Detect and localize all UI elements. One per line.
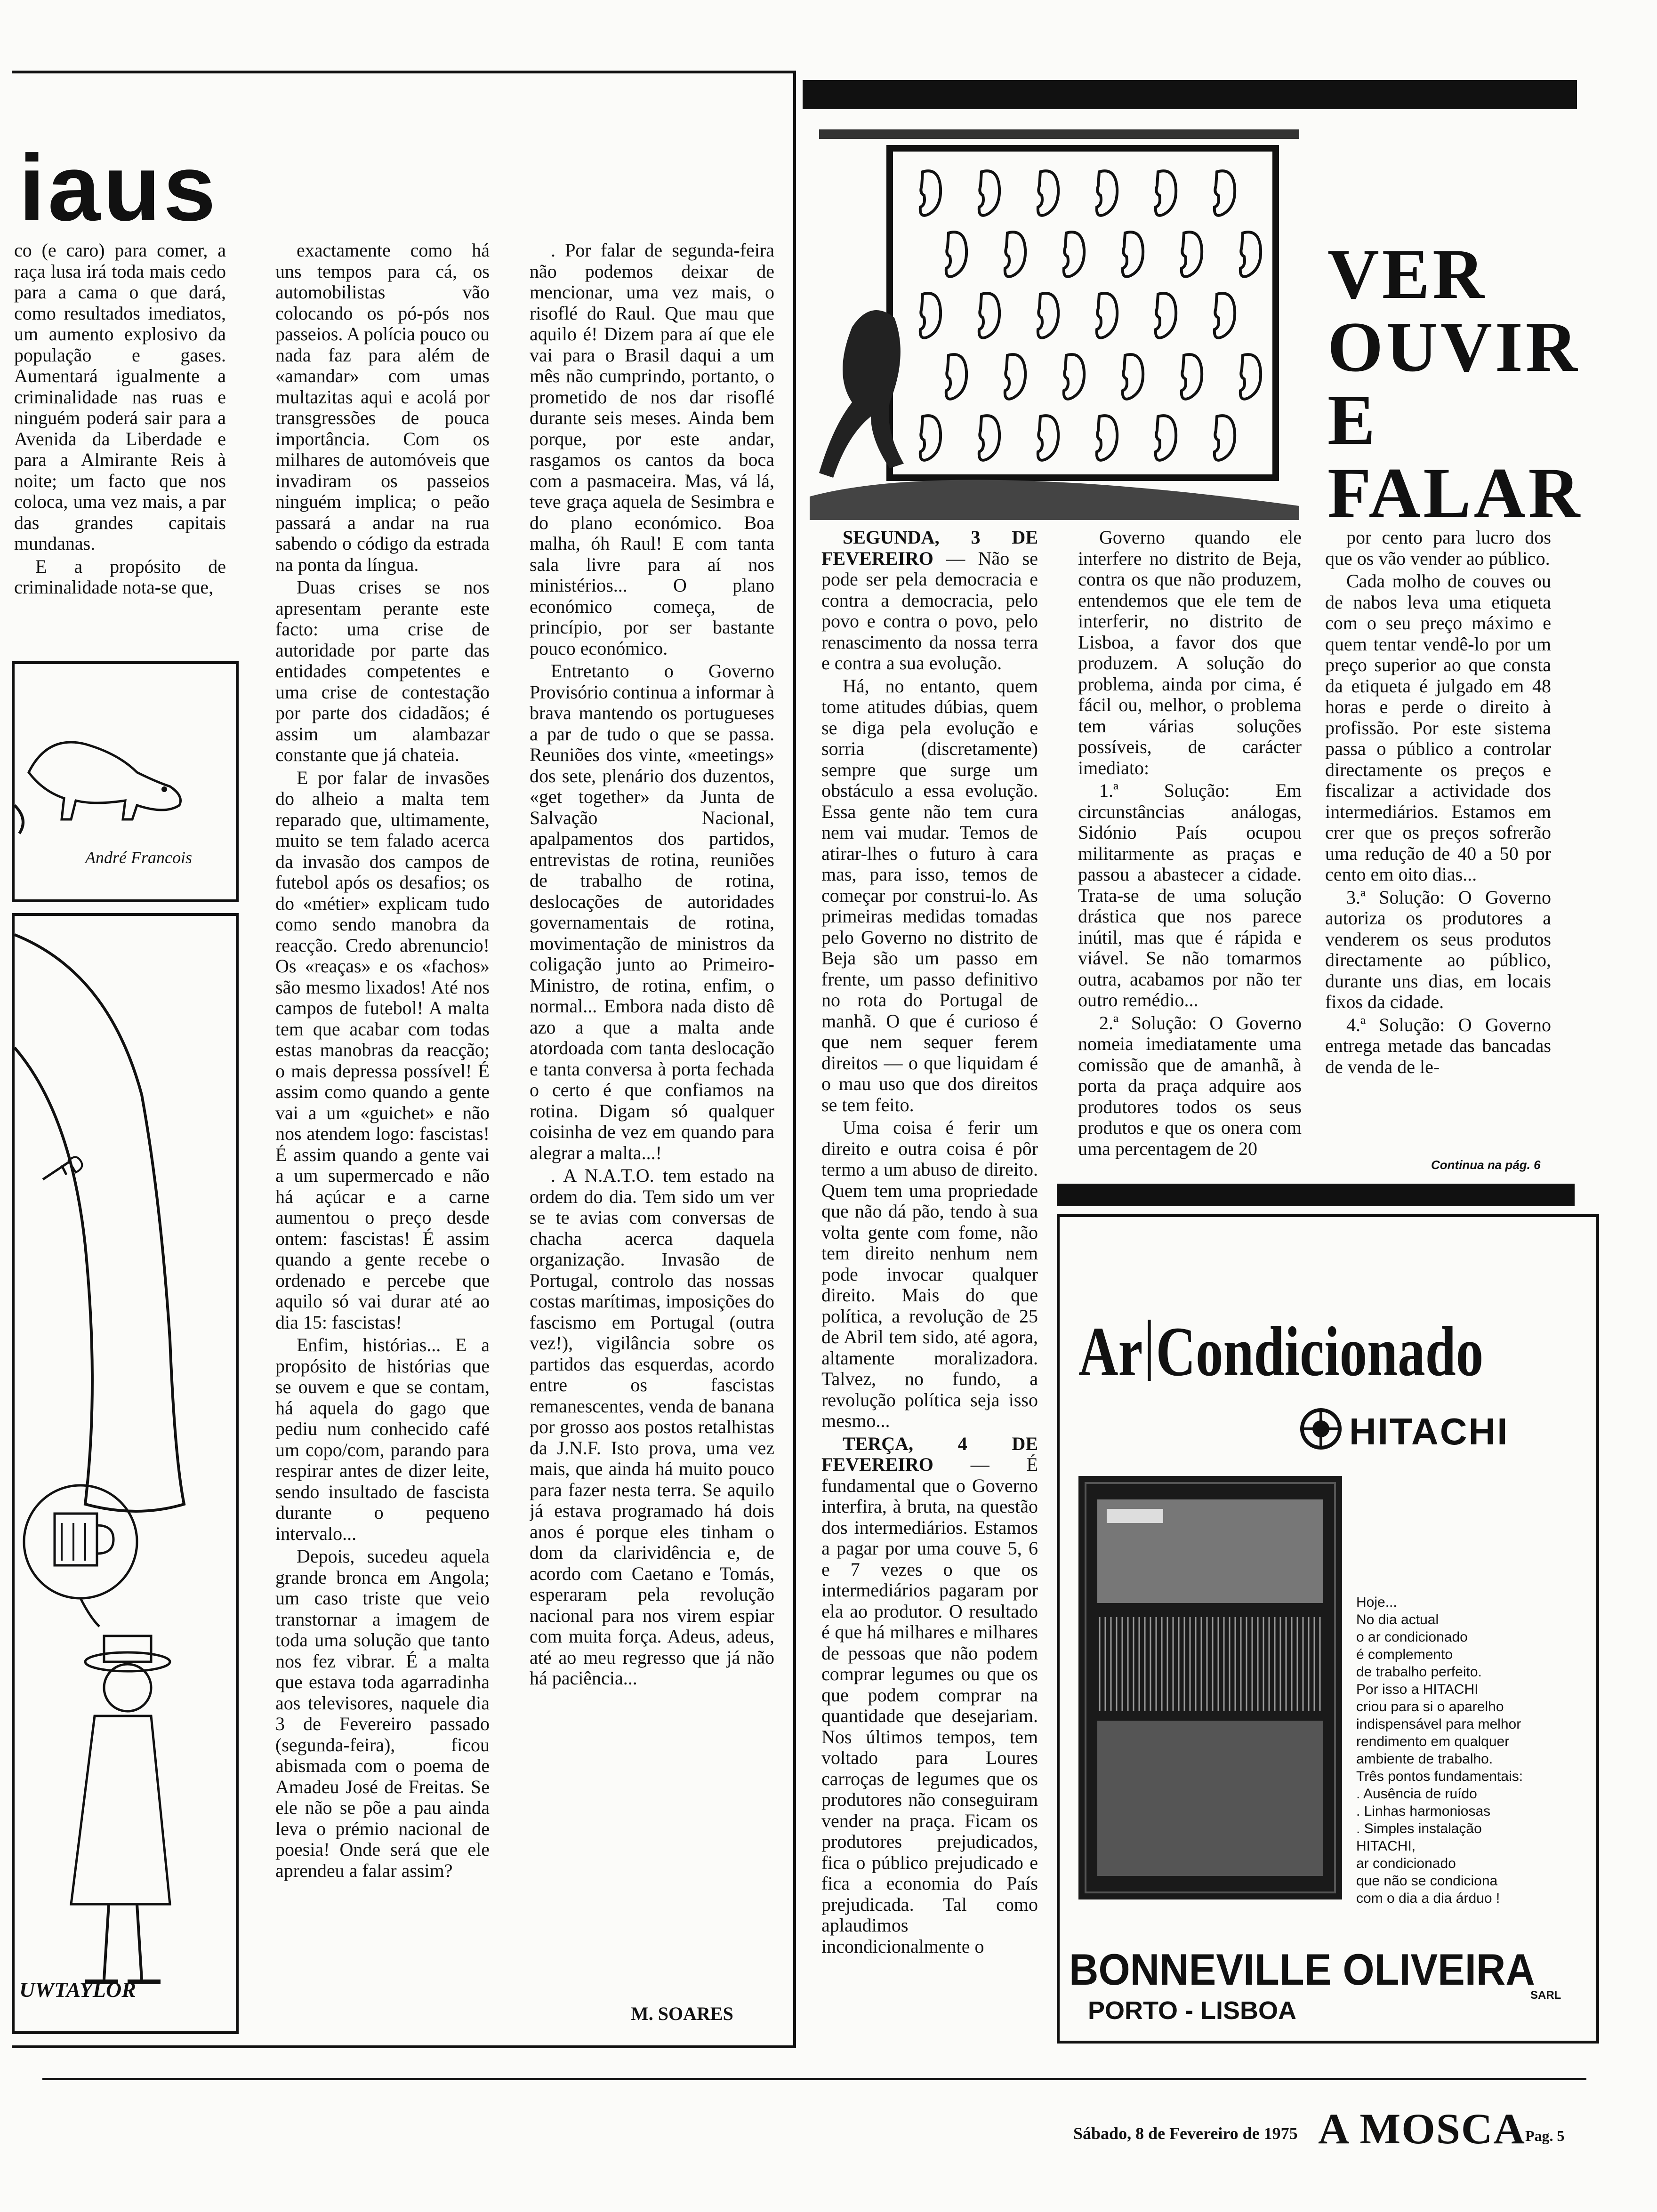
cartoon-dog-box [12,661,239,902]
paragraph: 4.ª Solução: O Governo entrega metade das bancadas de venda de le- [1325,1014,1551,1077]
paragraph-text: Há, no entanto, quem tome atitudes dúbias, quem se diga pela evolução e sorria (discretamente) sempre que surge um obstáculo a essa evolução. Essa gente não tem cura nem vai mudar. Temos de atirar-lhes o futuro à cara mas, para isso, temos de começar por construi-lo. As primeiras medidas tomadas pelo Governo no distrito de Beja são um passo em frente, um passo definitivo no rota do Portugal de manhã. O que é curioso é que nem sequer ferem direitos — o que liquidam é o mau uso que dos direitos se tem feito. [821,675,1038,1115]
paragraph: . A N.A.T.O. tem estado na ordem do dia. Tem sido um ver se te avias com conversas de chacha acerca daquela organização. Invasão de Portugal, controlo das nossas costas marítimas, imposições do fascismo em Portugal (outra vez!), vigilância sobre os partidos das esquerdas, acordo entre os fascistas remanescentes, venda de banana por grosso aos postos retalhistas da J.N.F. Isto prova, uma vez mais, que ainda há muito pouco para fazer nesta terra. Se aquilo já estava programado há dois anos é porque eles tinham o dom da clarividência e, de acordo com Caetano e Tomás, esperaram pela revolução nacional para nos virem espiar com muita força. Adeus, adeus, até ao meu regresso que já não há paciência... [530,1165,774,1689]
hitachi-logo [1300,1405,1544,1457]
ad-copy-line: ar condicionado [1356,1856,1456,1871]
day-heading: TERÇA, 4 DE FEVEREIRO [821,1433,1038,1475]
air-conditioner-image [1078,1476,1342,1899]
headline-line-1: VER [1327,234,1487,313]
ad-top-bar [1057,1184,1575,1206]
paragraph: Entretanto o Governo Provisório continua a informar à brava mantendo os portugueses a par de tudo o que se passa. Reuniões dos vinte, «meetings» dos sete, plenário dos duzentos, «get together» da Junta de Salvação Nacional, apalpamentos dos partidos, entrevistas de rotina, reuniões de trabalho de rotina, deslocações de autoridades governamentais de rotina, movimentação de ministros da coligação junto ao Primeiro-Ministro, de rotina, enfim, o normal... Embora nada disto dê azo a que a malta ande atordoada com tanta deslocação e tanta conversa à porta fechada o certo é que confiamos na rotina. Digam só qualquer coisinha de vez em quando para alegrar a malta...! [530,660,774,1163]
ad-copy-line: criou para si o aparelho [1356,1699,1504,1715]
ear-drawing [1097,416,1117,460]
ear-drawing [1038,416,1058,460]
ear-drawing [946,232,966,277]
cartoon-man-box [12,913,239,2034]
cartoon-signature-1: André Francois [85,848,192,867]
ear-drawing [920,293,941,338]
ear-drawing [1097,293,1117,338]
paragraph: 2.ª Solução: O Governo nomeia imediatamente uma comissão que de amanhã, à porta da praça adquire aos produtores todos os seus produtos e que os onera com uma percentagem de 20 [1078,1012,1302,1159]
left-column-2 [275,240,490,2028]
headline-line-3: E [1327,380,1378,459]
ear-drawing [1123,232,1143,277]
ad-copy-line: . Simples instalação [1356,1821,1482,1836]
ad-headline-right: Condicionado [1156,1313,1484,1391]
ear-drawing [1182,354,1202,399]
paragraph-text: Não se pode ser pela democracia e contra a democracia, pelo povo e contra o povo, pelo renascimento da nossa terra e contra a sua evolução. [821,547,1038,673]
ear-drawing [920,171,941,216]
ear-drawing [1182,232,1202,277]
ear-drawing [1005,232,1025,277]
ad-copy-line: . Linhas harmoniosas [1356,1803,1491,1819]
ear-drawing [1215,416,1235,460]
ear-drawing [1240,232,1261,277]
paragraph: Cada molho de couves ou de nabos leva uma etiqueta com o seu preço máximo e quem tentar vendê-lo por um preço superior ao que consta da etiqueta é julgado em 48 horas e perde o direito à profissão. Por este sistema passa o público a controlar directamente os preços e fiscalizar a actividade dos intermediários. Estamos em crer que os preços sofrerão uma redução de 40 a 50 por cento em oito dias... [1325,570,1551,885]
ear-drawing [979,293,999,338]
headline-line-4: FALAR [1327,453,1583,532]
top-black-bar [803,80,1577,109]
paragraph: co (e caro) para comer, a raça lusa irá toda mais cedo para a cama o que dará, como resultados imediatos, um aumento explosivo da população e gases. Aumentará igualmente a criminalidade nas ruas e ninguém poderá sair para a Avenida da Liberdade e para a Almirante Reis à noite; um facto que nos coloca, uma vez mais, a par das grandes capitais mundanas. [14,240,226,554]
ad-copy-line: Hoje... [1356,1595,1397,1610]
paragraph: SEGUNDA, 3 DE FEVEREIRO — Não se pode ser pela democracia e contra a democracia, pelo povo e contra o povo, pelo renascimento da nossa terra e contra a sua evolução. [821,527,1038,673]
ad-copy-line: HITACHI, [1356,1838,1416,1854]
ad-copy-line: indispensável para melhor [1356,1716,1521,1732]
ad-copy-line: . Ausência de ruído [1356,1786,1477,1802]
ear-drawing [1215,171,1235,216]
left-column-3 [530,240,774,1981]
man-tree-cartoon-icon [15,916,236,2031]
ad-copy-line: que não se condiciona [1356,1873,1498,1889]
paragraph [821,1117,1038,1432]
article-title-fragment: iaus [19,136,219,240]
ear-drawing [1038,293,1058,338]
ad-copy-line: de trabalho perfeito. [1356,1664,1482,1680]
ad-copy-line: Três pontos fundamentais: [1356,1769,1523,1784]
ad-brand: HITACHI [1349,1411,1509,1452]
ad-dealer: BONNEVILLE OLIVEIRA [1069,1945,1535,1994]
ear-drawing [1064,232,1084,277]
ears-engraving [810,129,1299,520]
ear-drawing [1123,354,1143,399]
ear-drawing [920,416,941,460]
ear-drawing [1156,171,1176,216]
ad-copy-line: é complemento [1356,1647,1453,1662]
right-column-3 [1325,527,1551,1153]
paragraph: 3.ª Solução: O Governo autoriza os produtores a venderem os seus produtos directamente ao público, durante uns dias, em locais fixos da cidade. [1325,886,1551,1012]
paragraph: . Por falar de segunda-feira não podemos deixar de mencionar, uma vez mais, o risoflé do Raul. Que mau que aquilo é! Dizem para aí que ele vai para o Brasil daqui a um mês não cumprindo, portanto, o prometido de nos dar risoflé durante seis meses. Ainda bem porque, por este andar, rasgamos os cantos da boca com a pasmaceira. Mas, vá lá, teve graça aquela de Sesimbra e do plano económico. Boa malha, óh Raul! E com tanta sala livre para aí nos ministérios... O plano económico começa, de princípio, por ser bastante pouco económico. [530,240,774,659]
continued-note: Continua na pág. 6 [1431,1158,1541,1172]
paragraph [821,676,1038,1116]
headline-ver-ouvir-falar [1327,234,1591,532]
ad-headline-left: Ar [1078,1313,1143,1391]
footer-rule [42,2078,1586,2080]
ad-copy-line: rendimento em qualquer [1356,1734,1510,1749]
ear-drawing [979,171,999,216]
ear-drawing [1005,354,1025,399]
footer-masthead: A MOSCA [1318,2105,1526,2153]
ad-copy-line: ambiente de trabalho. [1356,1751,1493,1767]
ad-copy-line: No dia actual [1356,1612,1439,1627]
ad-copy-line: com o dia a dia árduo ! [1356,1891,1500,1906]
hitachi-emblem-icon [1300,1408,1342,1450]
left-column-1 [14,240,226,631]
ear-drawing [1240,354,1261,399]
ad-copy-line: o ar condicionado [1356,1629,1468,1645]
paragraph-text: É fundamental que o Governo interfira, à bruta, na questão dos intermediários. Estamos a pagar por uma couve 5, 6 e 7 vezes o que os intermediários pagaram por ela ao produtor. O resultado é que há milhares e milhares de pessoas que não podem comprar legumes ou que os que podem comprar na quantidade que desejariam. Nos últimos tempos, tem voltado para Loures carroças de legumes que os produtores não conseguiram vender na praça. Ficam os produtores prejudicados, fica o público prejudicado e fica a economia do País prejudicada. Tal como aplaudimos incondicionalmente o [821,1454,1038,1957]
footer-page-number: Pag. 5 [1525,2127,1565,2144]
paragraph: Enfim, histórias... E a propósito de histórias que se ouvem e que se contam, há aquela do gago que pediu num conhecido café um copo/com, parando para respirar antes de dizer leite, sendo insultado de fascista durante o pequeno intervalo... [275,1334,490,1544]
hitachi-advertisement [1057,1214,1599,2044]
right-column-2 [1078,527,1302,1172]
cartoon-signature-2: UWTAYLOR [19,1978,136,2002]
paragraph-text: Uma coisa é ferir um direito e outra coisa é pôr termo a um abuso de direito. Quem tem uma propriedade que não dá pão, tendo à sua volta gente com fome, não tem direito nenhum nem pode invocar qualquer direito. Mais do que política, a revolução de 25 de Abril tem sido, até agora, altamente moralizadora. Talvez, no fundo, a revolução política seja isso mesmo... [821,1117,1038,1431]
ear-drawing [979,416,999,460]
ad-cities: PORTO - LISBOA [1088,1996,1297,2025]
ear-drawing [1038,171,1058,216]
ear-drawing [1215,293,1235,338]
paragraph: exactamente como há uns tempos para cá, os automobilistas vão colocando os pó-pós nos passeios. A polícia pouco ou nada faz para além de «amandar» com umas multazitas aqui e acolá por transgressões de pouca importância. Com os milhares de automóveis que invadiram os passeios ninguém implica; o peão passará a andar na rua sabendo o código da estrada na ponta da língua. [275,240,490,575]
ear-drawing [1097,171,1117,216]
ad-copy-line: Por isso a HITACHI [1356,1682,1479,1697]
right-column-1 [821,527,1038,2040]
headline-line-2: OUVIR [1327,307,1580,386]
ears-wall-illustration-icon [810,129,1299,520]
air-conditioner-icon [1078,1476,1342,1899]
ear-drawing [1156,416,1176,460]
footer-date: Sábado, 8 de Fevereiro de 1975 [1073,2124,1298,2143]
paragraph: Governo quando ele interfere no distrito de Beja, contra os que não produzem, entendemos que ele tem de interferir, no distrito de Lisboa, a favor dos que produzem. A solução do problema, ainda por cima, é fácil ou, melhor, o problema tem várias soluções possíveis, de carácter imediato: [1078,527,1302,778]
day-heading: SEGUNDA, 3 DE FEVEREIRO [821,527,1038,569]
ad-dealer-suffix: SARL [1530,1989,1561,2002]
paragraph: Duas crises se nos apresentam perante este facto: uma crise de autoridade por parte das entidades competentes e uma crise de contestação por parte dos cidadãos; é assim um alambazar constante que já chateia. [275,577,490,765]
paragraph: E a propósito de criminalidade nota-se que, [14,555,226,598]
paragraph: TERÇA, 4 DE FEVEREIRO — É fundamental que o Governo interfira, à bruta, na questão dos intermediários. Estamos a pagar por uma couve 5, 6 e 7 vezes o que os intermediários pagaram por ela ao produtor. O resultado é que há milhares e milhares de pessoas que não podem comprar legumes ou que os que podem comprar na quantidade que desejariam. Nos últimos tempos, tem voltado para Loures carroças de legumes que os produtores não conseguiram vender na praça. Ficam os produtores prejudicados, fica o público prejudicado e fica a economia do País prejudicada. Tal como aplaudimos incondicionalmente o [821,1433,1038,1957]
paragraph: por cento para lucro dos que os vão vender ao público. [1325,527,1551,569]
ad-headline [1078,1311,1483,1392]
ear-drawing [1156,293,1176,338]
paragraph: 1.ª Solução: Em circunstâncias análogas, Sidónio País ocupou militarmente as praças e passou a abastecer a cidade. Trata-se de uma solução drástica que nos parece inútil, mas que é rápida e viável. Se não tomarmos outra, acabamos por não ter outro remédio... [1078,780,1302,1010]
paragraph: Depois, sucedeu aquela grande bronca em Angola; um caso triste que veio transtornar a imagem de toda uma solução que tanto nos fez vibrar. É a malta que estava toda agarradinha aos televisores, naquele dia 3 de Fevereiro passado (segunda-feira), ficou abismada com o poema de Amadeu José de Freitas. Se ele não se põe a pau ainda leva o prémio nacional de poesia! Onde será que ele aprendeu a falar assim? [275,1546,490,1881]
ad-copy [1356,1594,1582,1907]
ear-drawing [946,354,966,399]
paragraph: E por falar de invasões do alheio a malta tem reparado que, ultimamente, muito se tem falado acerca da invasão dos campos de futebol após os desafios; os do «métier» explicam tudo como sendo manobra da reacção. Credo abrenuncio! Os «reaças» e os «fachos» são mesmo lixados! Até nos campos de futebol! A malta tem que acabar com todas estas manobras da reacção; o mais depressa possível! É assim como quando a gente vai a um «guichet» e não nos atendem logo: fascistas! É assim quando a gente vai a um supermercado e não há açúcar e a carne aumentou o preço desde ontem: fascistas! É assim quando a gente recebe o ordenado e percebe que aquilo só vai durar até ao dia 15: fascistas! [275,767,490,1333]
author-signature: M. SOARES [631,2003,733,2024]
ear-drawing [1064,354,1084,399]
